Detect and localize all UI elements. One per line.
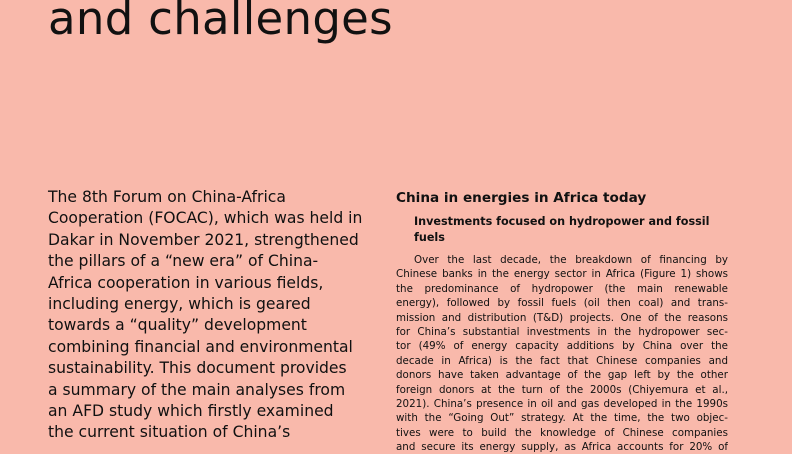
intro-line: an AFD study which firstly examined	[48, 402, 334, 421]
intro-line: Dakar in November 2021, strengthened	[48, 230, 359, 249]
body-paragraph	[396, 253, 728, 454]
body-line: with the “Going Out” strategy. At the time, the two objec-	[396, 412, 728, 425]
intro-line: the pillars of a “new era” of China-	[48, 252, 319, 271]
body-line: 2021). China’s presence in oil and gas developed in the 1990s	[396, 397, 728, 410]
intro-line: combining financial and environmental	[48, 337, 353, 356]
body-line: foreign donors at the turn of the 2000s (Chiyemura et al.,	[396, 383, 728, 396]
intro-line: Africa cooperation in various fields,	[48, 273, 324, 292]
body-line: and secure its energy supply, as Africa accounts for 20% of	[396, 441, 728, 454]
intro-line: Cooperation (FOCAC), which was held in	[48, 209, 363, 228]
intro-line: The 8th Forum on China-Africa	[48, 188, 286, 206]
body-line: energy), followed by fossil fuels (oil then coal) and trans-	[396, 297, 728, 310]
section-title: China in energies in Africa today	[396, 190, 647, 206]
section-column	[396, 189, 728, 454]
body-line: decade in Africa) is the fact that Chinese companies and	[396, 354, 728, 367]
body-line: donors have taken advantage of the gap left by the other	[396, 369, 728, 382]
body-line: Over the last decade, the breakdown of financing by	[414, 254, 728, 266]
body-line: Chinese banks in the energy sector in Africa (Figure 1) shows	[396, 268, 728, 281]
intro-line: sustainability. This document provides	[48, 359, 347, 378]
body-line: tor (49% of energy capacity additions by China over the	[396, 340, 728, 353]
subsection-title: fuels	[414, 230, 445, 244]
intro-line: including energy, which is geared	[48, 295, 311, 314]
body-line: the predominance of hydropower (the main renewable	[396, 282, 728, 295]
intro-line: a summary of the main analyses from	[48, 380, 346, 399]
intro-column	[48, 187, 378, 444]
intro-line: the current situation of China’s	[48, 423, 291, 442]
page-heading: and challenges	[48, 0, 393, 45]
body-line: mission and distribution (T&D) projects. One of the reasons	[396, 311, 728, 324]
intro-line: towards a “quality” development	[48, 316, 307, 335]
body-line: for China’s substantial investments in the hydropower sec-	[396, 325, 728, 338]
subsection-title: Investments focused on hydropower and fossil	[414, 215, 710, 228]
body-line: tives were to build the knowledge of Chinese companies	[396, 426, 728, 439]
